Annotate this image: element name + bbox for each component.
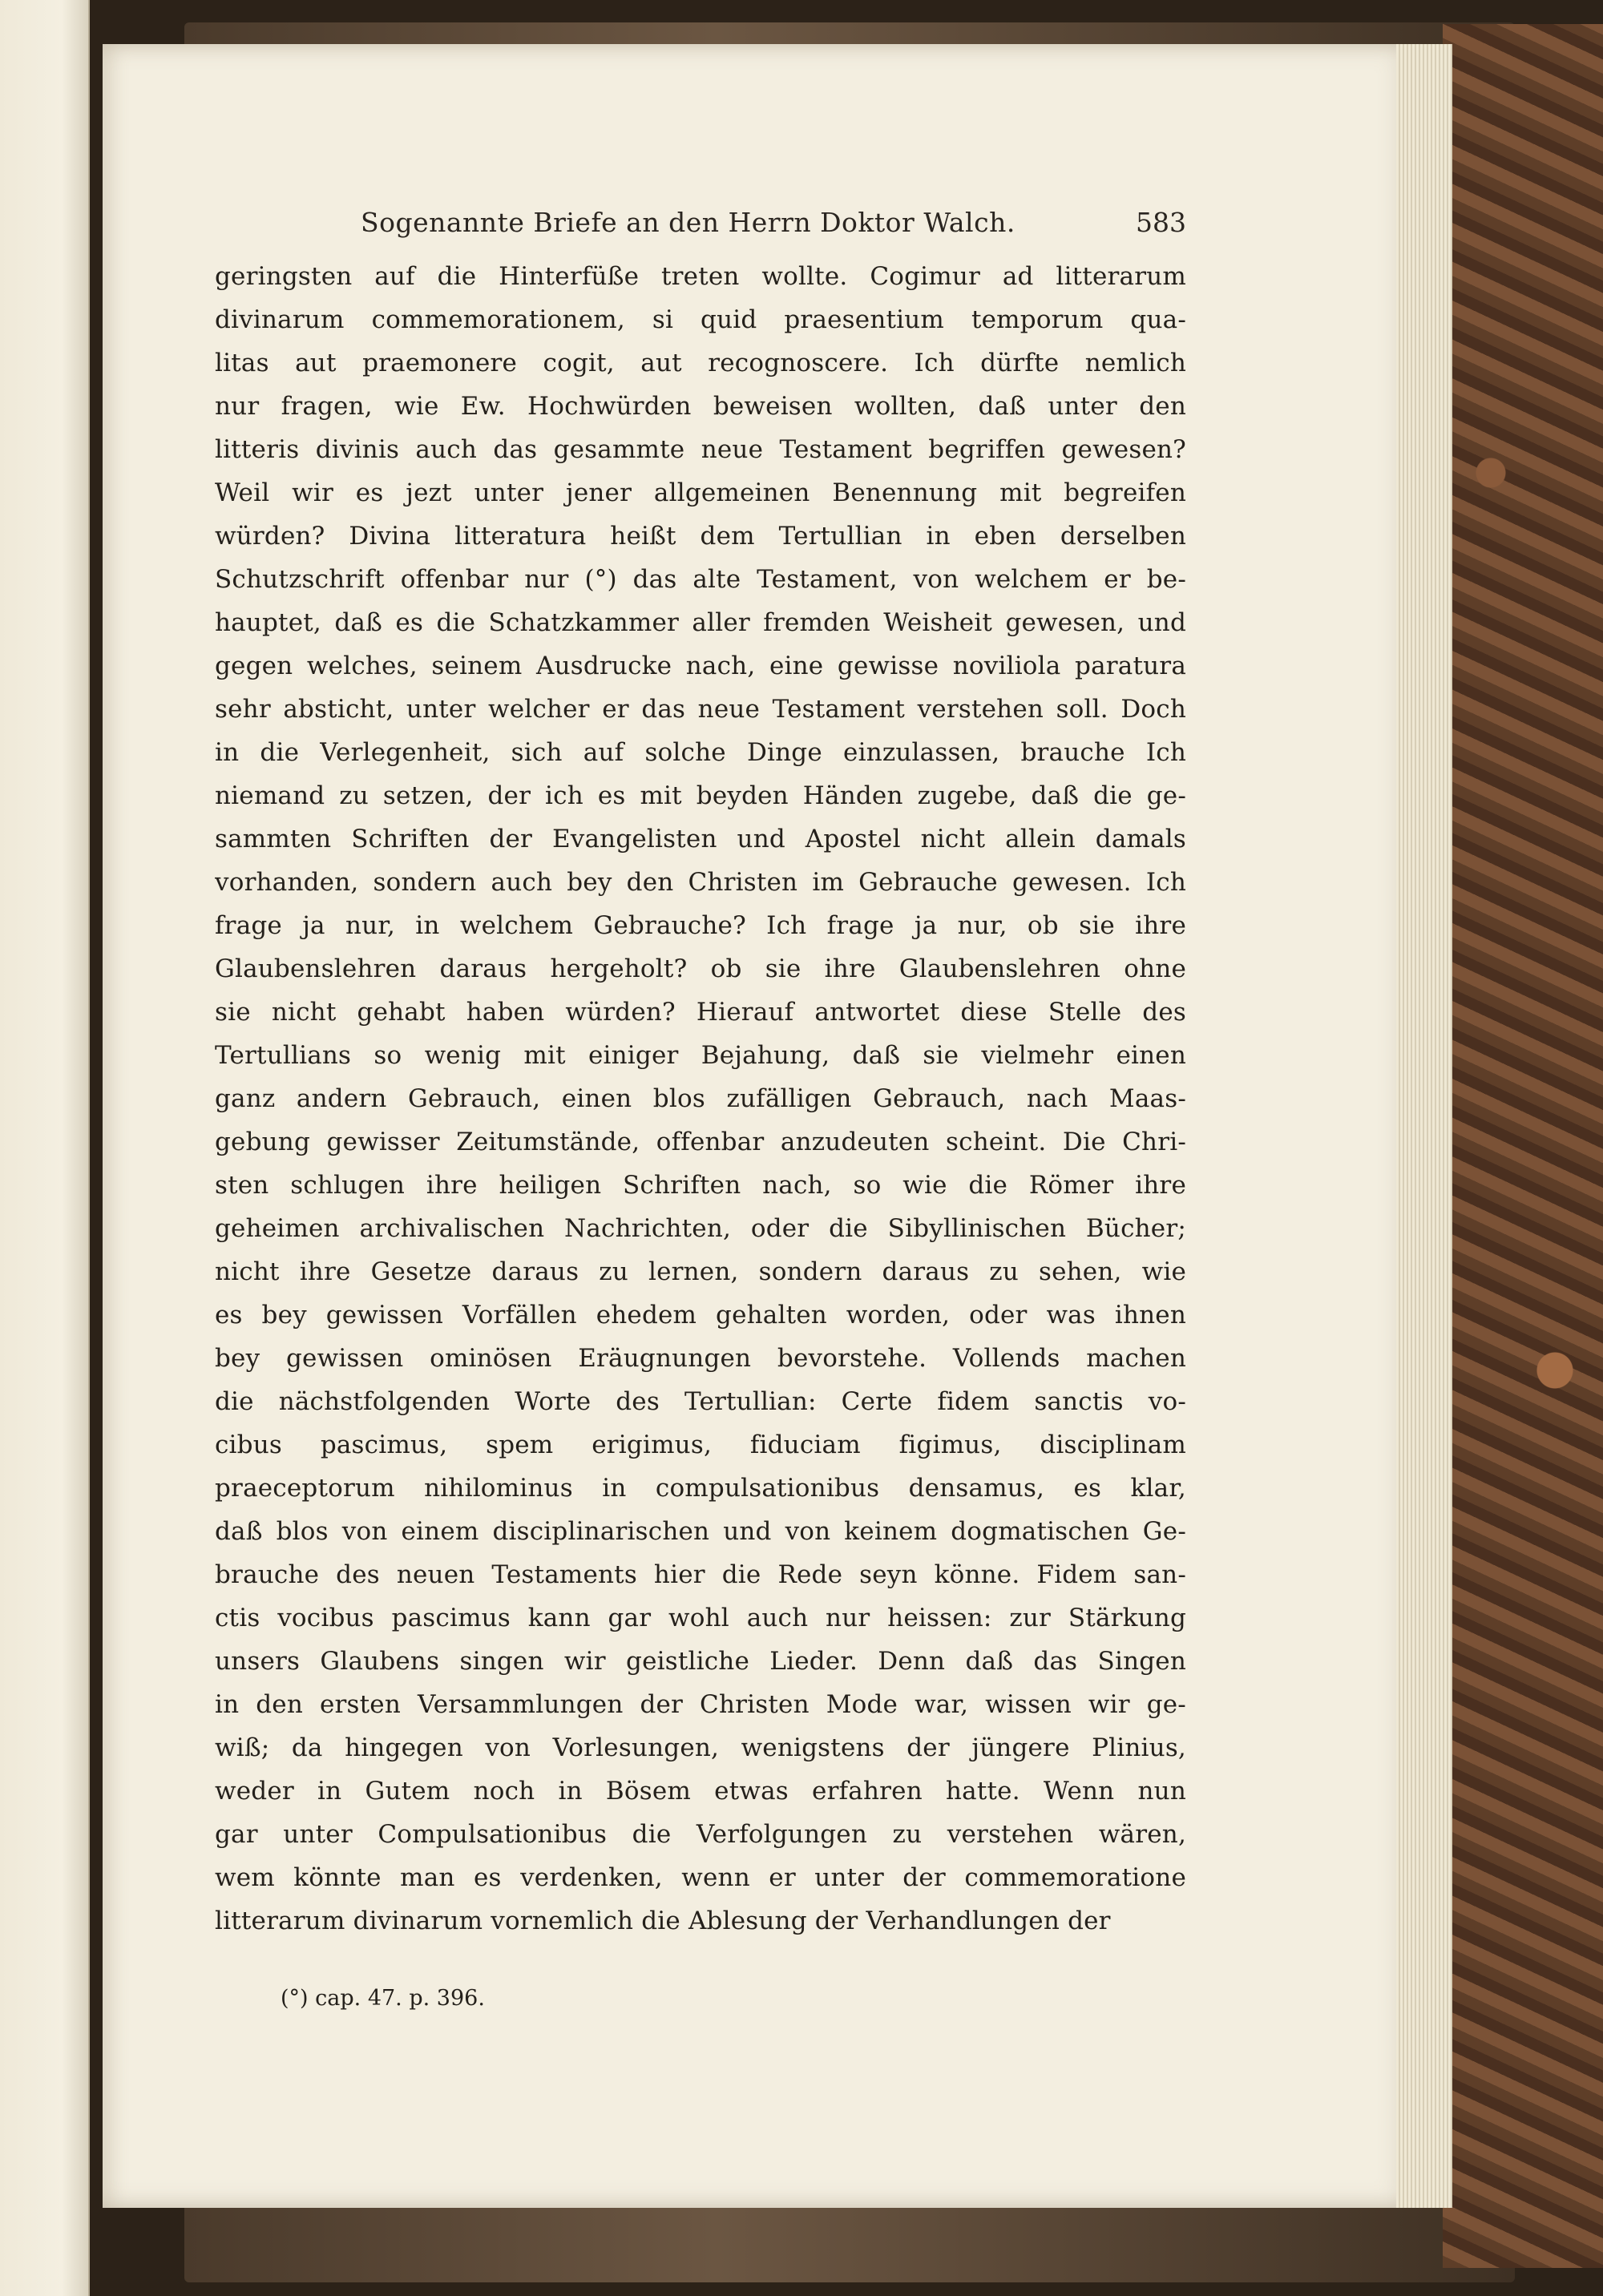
body-text [215,255,1186,1943]
text-line: Schutzschrift offenbar nur (°) das alte Testament, von welchem er be- [215,565,1186,594]
text-line: ctis vocibus pascimus kann gar wohl auch nur heissen: zur Stärkung [215,1604,1186,1632]
text-line: unsers Glaubens singen wir geistliche Lieder. Denn daß das Singen [215,1647,1186,1676]
text-line: ganz andern Gebrauch, einen blos zufälligen Gebrauch, nach Maas- [215,1084,1186,1113]
text-line: gar unter Compulsationibus die Verfolgungen zu verstehen wären, [215,1820,1186,1849]
text-line: würden? Divina litteratura heißt dem Tertullian in eben derselben [215,522,1186,551]
text-line: Weil wir es jezt unter jener allgemeinen Benennung mit begreifen [215,478,1186,507]
text-line: nicht ihre Gesetze daraus zu lernen, sondern daraus zu sehen, wie [215,1257,1186,1286]
text-line: litterarum divinarum vornemlich die Ablesung der Verhandlungen der [215,1907,1111,1935]
text-line: weder in Gutem noch in Bösem etwas erfahren hatte. Wenn nun [215,1777,1186,1806]
text-line: sehr absticht, unter welcher er das neue Testament verstehen soll. Doch [215,695,1186,724]
text-line: frage ja nur, in welchem Gebrauche? Ich frage ja nur, ob sie ihre [215,911,1186,940]
text-line: litteris divinis auch das gesammte neue Testament begriffen gewesen? [215,435,1186,464]
running-head-title: Sogenannte Briefe an den Herrn Doktor Walch. [361,207,1016,238]
page-stack-edges [1396,44,1452,2208]
text-line: wem könnte man es verdenken, wenn er unter der commemoratione [215,1863,1186,1892]
text-line: brauche des neuen Testaments hier die Rede seyn könne. Fidem san- [215,1560,1186,1589]
text-line: bey gewissen ominösen Eräugnungen bevorstehe. Vollends machen [215,1344,1186,1373]
footnote: (°) cap. 47. p. 396. [281,1986,485,2011]
text-line: die nächstfolgenden Worte des Tertullian: Certe fidem sanctis vo- [215,1387,1186,1416]
text-line: litas aut praemonere cogit, aut recognoscere. Ich dürfte nemlich [215,349,1186,377]
text-line: geringsten auf die Hinterfüße treten wollte. Cogimur ad litterarum [215,262,1186,291]
text-line: in die Verlegenheit, sich auf solche Dinge einzulassen, brauche Ich [215,738,1186,767]
facing-page-edge [0,0,90,2296]
text-line: es bey gewissen Vorfällen ehedem gehalten worden, oder was ihnen [215,1301,1186,1330]
text-line: geheimen archivalischen Nachrichten, oder die Sibyllinischen Bücher; [215,1214,1186,1243]
text-line: nur fragen, wie Ew. Hochwürden beweisen wollten, daß unter den [215,392,1186,421]
text-line: praeceptorum nihilominus in compulsationibus densamus, es klar, [215,1474,1186,1503]
text-line: hauptet, daß es die Schatzkammer aller fremden Weisheit gewesen, und [215,608,1186,637]
text-line: sammten Schriften der Evangelisten und Apostel nicht allein damals [215,825,1186,853]
marbled-cover-edge [1443,24,1603,2268]
text-line: gebung gewisser Zeitumstände, offenbar anzudeuten scheint. Die Chri- [215,1128,1186,1156]
text-line: in den ersten Versammlungen der Christen Mode war, wissen wir ge- [215,1690,1186,1719]
text-line: vorhanden, sondern auch bey den Christen im Gebrauche gewesen. Ich [215,868,1186,897]
text-line: wiß; da hingegen von Vorlesungen, wenigstens der jüngere Plinius, [215,1733,1186,1762]
text-line: niemand zu setzen, der ich es mit beyden Händen zugebe, daß die ge- [215,781,1186,810]
text-line: Tertullians so wenig mit einiger Bejahung, daß sie vielmehr einen [215,1041,1186,1070]
text-line: Glaubenslehren daraus hergeholt? ob sie ihre Glaubenslehren ohne [215,954,1186,983]
text-line: sie nicht gehabt haben würden? Hierauf antwortet diese Stelle des [215,998,1186,1027]
running-head [216,207,1186,244]
text-line: daß blos von einem disciplinarischen und von keinem dogmatischen Ge- [215,1517,1186,1546]
page-number: 583 [1136,207,1186,238]
text-line: divinarum commemorationem, si quid praesentium temporum qua- [215,305,1186,334]
text-line: sten schlugen ihre heiligen Schriften nach, so wie die Römer ihre [215,1171,1186,1200]
text-line: cibus pascimus, spem erigimus, fiduciam figimus, disciplinam [215,1430,1186,1459]
text-line: gegen welches, seinem Ausdrucke nach, eine gewisse noviliola paratura [215,652,1186,680]
